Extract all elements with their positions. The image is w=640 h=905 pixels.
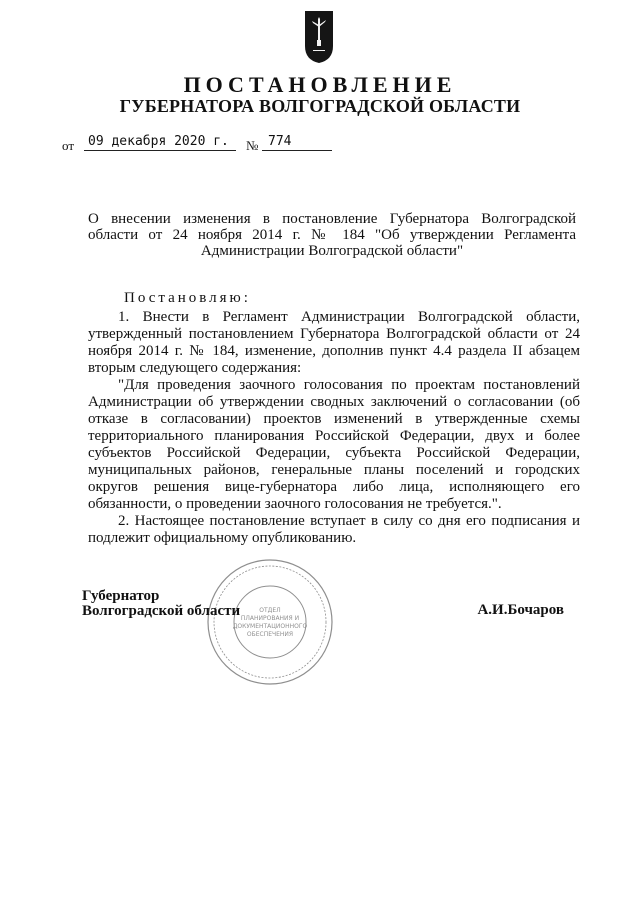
subject-line: Администрации Волгоградской области" xyxy=(200,243,464,259)
position-line: Губернатор xyxy=(82,588,160,604)
paragraph-item-1: 1. Внести в Регламент Администрации Волгоградской области, утвержденный постановлением Губернатора Волгоградской области от 24 ноября 2014 г. № 184, изменение, дополнив пункт 4.4 раздела II абзацем вторым следующего содержания: xyxy=(88,309,580,376)
date-number-row xyxy=(62,134,582,156)
stamp-line: ДОКУМЕНТАЦИОННОГО xyxy=(232,623,308,630)
stamp-line: ОТДЕЛ xyxy=(259,607,281,614)
signatory-position xyxy=(82,589,240,619)
stamp-line: ПЛАНИРОВАНИЯ И xyxy=(240,615,300,622)
number-prefix: № xyxy=(246,138,259,153)
coat-of-arms-emblem xyxy=(304,10,334,64)
document-date: 09 декабря 2020 г. xyxy=(84,134,236,151)
document-subject xyxy=(88,211,576,259)
paragraph-quote: "Для проведения заочного голосования по проектам постановлений Администрации об утверждении сводных заключений о согласовании (об отказе в согласовании) проектов изменений в утвержденные схемы территориального планирования Российской Федерации, двух и более субъектов Российской Федерации, субъекта Российской Федерации, муниципальных районов, генеральные планы поселений и городских округов решения вице-губернатора либо лица, исполняющего его обязанности, о проведении заочного голосования не требуется.". xyxy=(88,377,580,512)
document-number: 774 xyxy=(262,134,332,151)
stamp-line: ОБЕСПЕЧЕНИЯ xyxy=(246,631,294,638)
document-issuer: ГУБЕРНАТОРА ВОЛГОГРАДСКОЙ ОБЛАСТИ xyxy=(119,96,521,116)
signatory-name: А.И.Бочаров xyxy=(477,602,564,618)
paragraph-item-2: 2. Настоящее постановление вступает в силу со дня его подписания и подлежит официальному опубликованию. xyxy=(88,513,580,546)
subject-line: области от 24 ноября 2014 г. № 184 "Об утверждении Регламента xyxy=(88,227,576,243)
official-seal-stamp xyxy=(205,557,335,687)
date-prefix: от xyxy=(62,138,75,153)
subject-line: О внесении изменения в постановление Губернатора Волгоградской xyxy=(88,211,576,227)
position-line: Волгоградской области xyxy=(82,603,241,619)
resolve-word: Постановляю: xyxy=(124,290,251,306)
document-body xyxy=(88,290,580,547)
document-title: ПОСТАНОВЛЕНИЕ xyxy=(183,72,457,97)
